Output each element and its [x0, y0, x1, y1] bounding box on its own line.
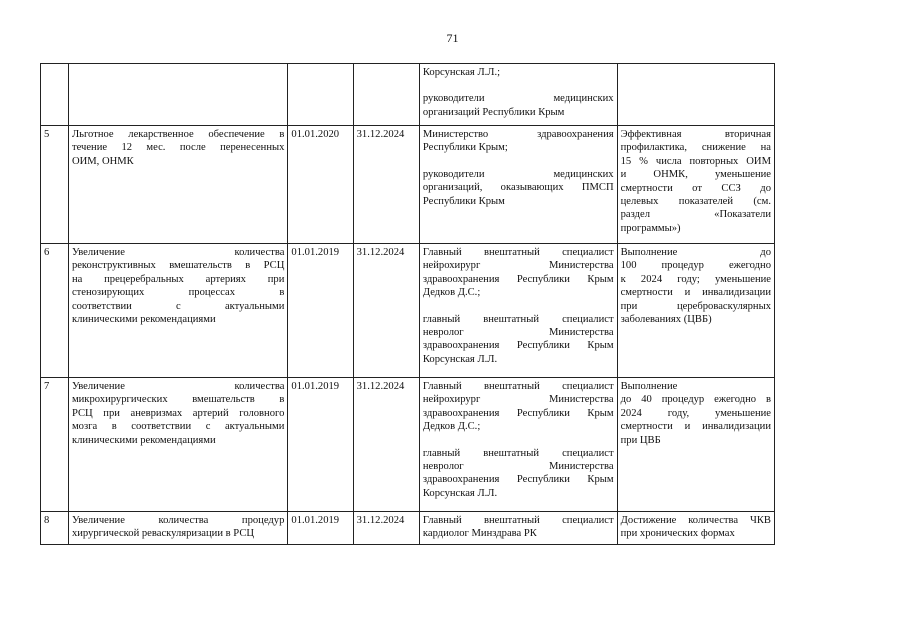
- table-row: [41, 126, 775, 244]
- row-number-cell: 5: [41, 126, 69, 244]
- text-line: целевых показателей (см.: [620, 196, 771, 208]
- text-line: хирургической реваскуляризации в РСЦ: [71, 528, 255, 540]
- text-line: руководители медицинских: [422, 93, 614, 105]
- text-line: при ЦВБ: [620, 434, 661, 446]
- text-line: нейрохирург Министерства: [422, 260, 614, 272]
- text-line: [423, 434, 614, 447]
- text-line: невролог Министерства: [422, 461, 614, 473]
- text-line: смертности и инвалидизации: [620, 287, 771, 299]
- end-date-cell: 31.12.2024: [353, 126, 419, 244]
- text-line: программы»): [620, 222, 681, 234]
- text-line: РСЦ при аневризмах артерий головного: [71, 407, 285, 419]
- text-line: к 2024 году; уменьшение: [620, 273, 771, 285]
- row-number-cell: 7: [41, 378, 69, 512]
- text-line: Корсунская Л.Л.: [422, 487, 498, 499]
- text-line: при цереброваскулярных: [620, 300, 771, 312]
- text-line: невролог Министерства: [422, 327, 614, 339]
- measure-name-cell: [68, 512, 287, 545]
- responsible-cell: [419, 378, 617, 512]
- text-line: Главный внештатный специалист: [422, 247, 614, 258]
- measure-name-cell: [68, 378, 287, 512]
- text-line: Республики Крым;: [422, 142, 508, 154]
- result-cell: [617, 244, 774, 378]
- measure-name-cell: [68, 126, 287, 244]
- start-date-cell: 01.01.2019: [288, 244, 353, 378]
- text-line: Эффективная вторичная: [620, 129, 771, 140]
- text-line: соответствии с актуальными: [71, 300, 285, 312]
- measure-name-cell: [68, 244, 287, 378]
- text-line: Министерство здравоохранения: [422, 129, 614, 140]
- text-line: организаций Республики Крым: [422, 106, 565, 118]
- result-cell: [617, 512, 774, 545]
- measures-table: [40, 63, 775, 545]
- text-line: Главный внештатный специалист: [422, 515, 614, 526]
- text-line: Достижение количества ЧКВ: [620, 515, 771, 526]
- text-line: при хронических формах: [620, 528, 735, 540]
- text-line: реконструктивных вмешательств в РСЦ: [71, 260, 285, 272]
- table-row: [41, 378, 775, 512]
- text-line: [423, 300, 614, 313]
- text-line: руководители медицинских: [422, 168, 614, 180]
- text-line: Увеличение количества: [71, 247, 285, 258]
- text-line: ОИМ, ОНМК: [71, 155, 134, 167]
- text-line: раздел «Показатели: [620, 209, 771, 221]
- end-date-cell: 31.12.2024: [353, 378, 419, 512]
- text-line: на прецеребральных артериях при: [71, 273, 285, 285]
- text-line: здравоохранения Республики Крым: [422, 474, 614, 486]
- page-number: 71: [446, 31, 459, 45]
- responsible-cell: [419, 126, 617, 244]
- text-line: Увеличение количества процедур: [71, 515, 285, 526]
- text-line: организаций, оказывающих ПМСП: [422, 182, 614, 194]
- end-date-cell: 31.12.2024: [353, 244, 419, 378]
- measures-table-body: [41, 64, 775, 545]
- row-number-cell: [41, 64, 69, 126]
- responsible-cell: [419, 512, 617, 545]
- text-line: 15 % числа повторных ОИМ: [620, 155, 771, 167]
- text-line: микрохирургических вмешательств в: [71, 394, 285, 406]
- table-row: [41, 244, 775, 378]
- text-line: профилактика, снижение на: [620, 142, 771, 154]
- text-line: Выполнение: [620, 381, 678, 392]
- text-line: главный внештатный специалист: [422, 313, 614, 325]
- text-line: 2024 году, уменьшение: [620, 407, 771, 419]
- row-number-cell: 8: [41, 512, 69, 545]
- text-line: нейрохирург Министерства: [422, 394, 614, 406]
- text-line: стенозирующих процессах в: [71, 287, 285, 299]
- table-row: [41, 64, 775, 126]
- text-line: Дедков Д.С.;: [422, 287, 481, 299]
- start-date-cell: 01.01.2019: [288, 378, 353, 512]
- text-line: здравоохранения Республики Крым: [422, 407, 614, 419]
- text-line: мозга в соответствии с актуальными: [71, 421, 285, 433]
- responsible-cell: [419, 64, 617, 126]
- text-line: заболеваниях (ЦВБ): [620, 314, 712, 326]
- text-line: до 40 процедур ежегодно в: [620, 394, 771, 406]
- result-cell: [617, 126, 774, 244]
- end-date-cell: 31.12.2024: [353, 512, 419, 545]
- result-cell: [617, 64, 774, 126]
- text-line: здравоохранения Республики Крым: [422, 340, 614, 352]
- text-line: клиническими рекомендациями: [71, 314, 216, 326]
- text-line: смертности от ССЗ до: [620, 182, 771, 194]
- measure-name-cell: [68, 64, 287, 126]
- row-number-cell: 6: [41, 244, 69, 378]
- start-date-cell: 01.01.2020: [288, 126, 353, 244]
- text-line: Корсунская Л.Л.: [422, 353, 498, 365]
- text-line: и ОНМК, уменьшение: [620, 169, 771, 181]
- text-line: кардиолог Минздрава РК: [422, 528, 537, 540]
- text-line: Главный внештатный специалист: [422, 381, 614, 392]
- responsible-cell: [419, 244, 617, 378]
- end-date-cell: [353, 64, 419, 126]
- text-line: Дедков Д.С.;: [422, 421, 481, 433]
- start-date-cell: 01.01.2019: [288, 512, 353, 545]
- text-line: [423, 79, 614, 92]
- text-line: смертности и инвалидизации: [620, 421, 771, 433]
- text-line: течение 12 мес. после перенесенных: [71, 142, 285, 154]
- text-line: Республики Крым: [422, 195, 505, 207]
- text-line: Выполнение до: [620, 247, 771, 258]
- text-line: главный внештатный специалист: [422, 447, 614, 459]
- text-line: Увеличение количества: [71, 381, 285, 392]
- text-line: 100 процедур ежегодно: [620, 260, 771, 272]
- text-line: [423, 155, 614, 168]
- text-line: клиническими рекомендациями: [71, 434, 216, 446]
- text-line: Корсунская Л.Л.;: [422, 67, 501, 78]
- start-date-cell: [288, 64, 353, 126]
- text-line: здравоохранения Республики Крым: [422, 273, 614, 285]
- text-line: Льготное лекарственное обеспечение в: [71, 129, 285, 140]
- table-row: [41, 512, 775, 545]
- result-cell: [617, 378, 774, 512]
